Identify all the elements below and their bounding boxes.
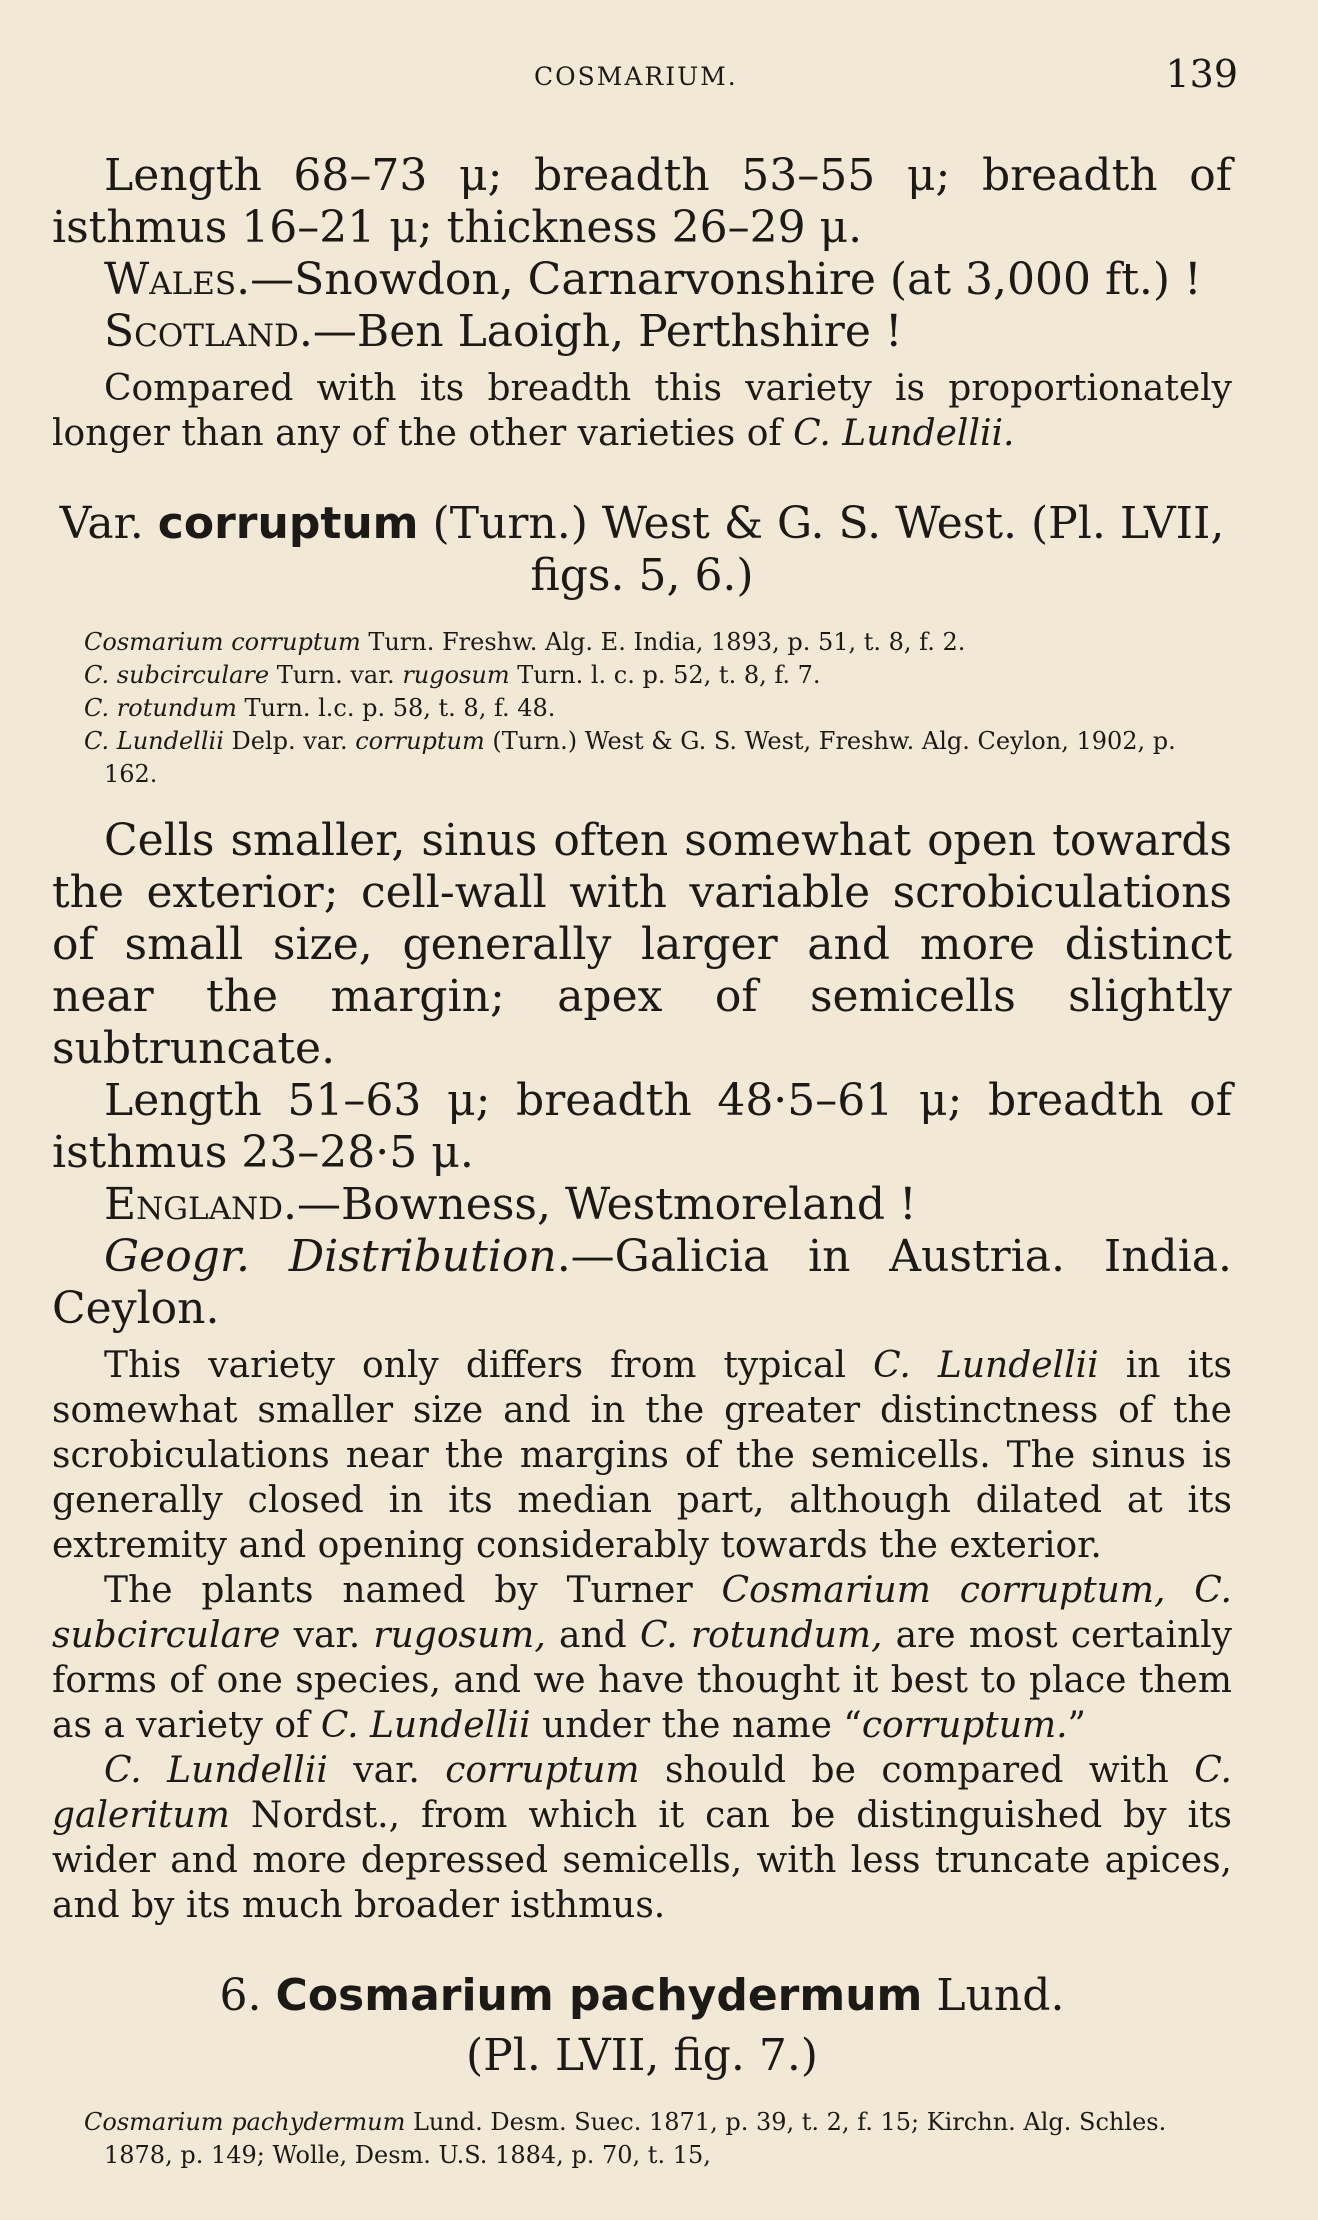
locality-text: .—Snowdon, Carnarvonshire (at 3,000 ft.) ! xyxy=(236,254,1202,305)
synonym-entry xyxy=(52,626,1232,659)
note-text: var. xyxy=(327,1750,446,1791)
note-text: and xyxy=(545,1615,640,1656)
synonym-reference: Turn. Freshw. Alg. E. India, 1893, p. 51, t. 8, f. 2. xyxy=(360,628,966,656)
distribution-text: .—Galicia in Austria. India. Ceylon. xyxy=(52,1231,1232,1334)
locality-label: Scotland xyxy=(104,306,299,357)
species-name: C. Lundellii. xyxy=(793,413,1015,454)
note-text: The plants named by Turner xyxy=(104,1570,722,1611)
locality-label: England xyxy=(104,1179,283,1230)
synonym-reference: Turn. l.c. p. 58, t. 8, f. 48. xyxy=(236,694,556,722)
locality-wales xyxy=(52,254,1232,306)
synonym-reference: Delp. var. xyxy=(223,727,356,755)
locality-text: .—Ben Laoigh, Perthshire ! xyxy=(298,306,903,357)
note-text: under the name “ xyxy=(530,1705,862,1746)
synonym-name: Cosmarium pachydermum xyxy=(84,2108,406,2136)
note-text: in its somewhat smaller size and in the greater distinctness of the scrobiculations near the margins of the semicells. The sinus is generally closed in its median part, although dilated at its extremity and opening considerably towards the exterior. xyxy=(52,1345,1232,1566)
species-authority: Lund. xyxy=(922,1970,1065,2021)
locality-label: Wales xyxy=(104,254,237,305)
species-title: Cosmarium pachydermum xyxy=(275,1970,923,2021)
species-number: 6. xyxy=(219,1970,262,2021)
synonym-entry xyxy=(52,692,1232,725)
page-number: 139 xyxy=(1165,52,1238,96)
page-header xyxy=(0,52,1318,100)
synonym-entry xyxy=(52,2106,1232,2172)
synonym-list xyxy=(52,2106,1232,2172)
page-body xyxy=(52,150,1232,2172)
variety-prefix: Var. xyxy=(59,498,144,549)
note-text: are most certainly forms of one species, and we have thought it best to place them as a variety of xyxy=(52,1615,1232,1746)
synonym-reference: Turn. l. c. p. 52, t. 8, f. 7. xyxy=(509,661,821,689)
synonym-list xyxy=(52,626,1232,791)
synonym-entry xyxy=(52,725,1232,791)
variety-heading xyxy=(52,498,1232,602)
synonym-reference: (Turn.) West & G. S. West, Freshw. Alg. Ceylon, 1902, p. 162. xyxy=(104,727,1176,788)
description-paragraph: Cells smaller, sinus often somewhat open towards the exterior; cell-wall with variable scrobiculations of small size, generally larger and more distinct near the margin; apex of semicells slightly subtruncate. xyxy=(52,815,1232,1074)
species-name: C. Lundellii xyxy=(873,1345,1099,1386)
measurements-paragraph: Length 68–73 μ; breadth 53–55 μ; breadth of isthmus 16–21 μ; thickness 26–29 μ. xyxy=(52,150,1232,253)
note-text: var. xyxy=(280,1615,374,1656)
distribution-paragraph xyxy=(52,1231,1232,1335)
variety-authority: (Turn.) West & G. S. West. xyxy=(432,498,1017,549)
note-text: Compared with its breadth this variety is proportionately longer than any of the other varieties of xyxy=(52,368,1232,454)
species-name: rugosum, xyxy=(373,1615,546,1656)
species-name: C. Lundellii xyxy=(320,1705,531,1746)
synonym-entry xyxy=(52,659,1232,692)
note-text: This variety only differs from typical xyxy=(104,1345,874,1386)
running-head: COSMARIUM. xyxy=(534,62,738,91)
measurements-paragraph: Length 51–63 μ; breadth 48·5–61 μ; breadth of isthmus 23–28·5 μ. xyxy=(52,1075,1232,1178)
species-name: corruptum. xyxy=(861,1705,1068,1746)
distribution-label: Geogr. Distribution xyxy=(104,1231,557,1282)
species-heading xyxy=(52,1970,1232,2022)
locality-text: .—Bowness, Westmoreland ! xyxy=(282,1179,917,1230)
comparison-note xyxy=(52,366,1232,456)
species-name: Cosmarium corruptum, C. subcirculare xyxy=(52,1570,1232,1656)
synonym-name: C. Lundellii xyxy=(84,727,224,755)
note-paragraph xyxy=(52,1568,1232,1748)
species-name: C. galeritum xyxy=(52,1750,1232,1836)
species-name: C. Lundellii xyxy=(104,1750,328,1791)
note-text: Nordst., from which it can be distinguished by its wider and more depressed semicells, with less truncate apices, and by its much broader isthmus. xyxy=(52,1795,1232,1926)
synonym-name: C. rotundum xyxy=(84,694,237,722)
locality-england xyxy=(52,1179,1232,1231)
note-paragraph xyxy=(52,1748,1232,1928)
synonym-name: corruptum xyxy=(355,727,485,755)
synonym-reference: Lund. Desm. Suec. 1871, p. 39, t. 2, f. 15; Kirchn. Alg. Schles. 1878, p. 149; Wolle, Desm. U.S. 1884, p. 70, t. 15, xyxy=(104,2108,1167,2169)
synonym-name: Cosmarium corruptum xyxy=(84,628,361,656)
note-text: ” xyxy=(1067,1705,1086,1746)
species-plate: (Pl. LVII, fig. 7.) xyxy=(466,2030,818,2081)
variety-plate: (Pl. LVII, figs. 5, 6.) xyxy=(530,498,1225,601)
species-name: corruptum xyxy=(445,1750,640,1791)
variety-name: corruptum xyxy=(157,498,419,549)
synonym-reference: Turn. var. xyxy=(269,661,403,689)
locality-scotland xyxy=(52,306,1232,358)
note-paragraph xyxy=(52,1343,1232,1568)
synonym-name: C. subcirculare xyxy=(84,661,270,689)
note-text: should be compared with xyxy=(639,1750,1195,1791)
species-name: C. rotundum, xyxy=(639,1615,883,1656)
synonym-name: rugosum xyxy=(402,661,510,689)
